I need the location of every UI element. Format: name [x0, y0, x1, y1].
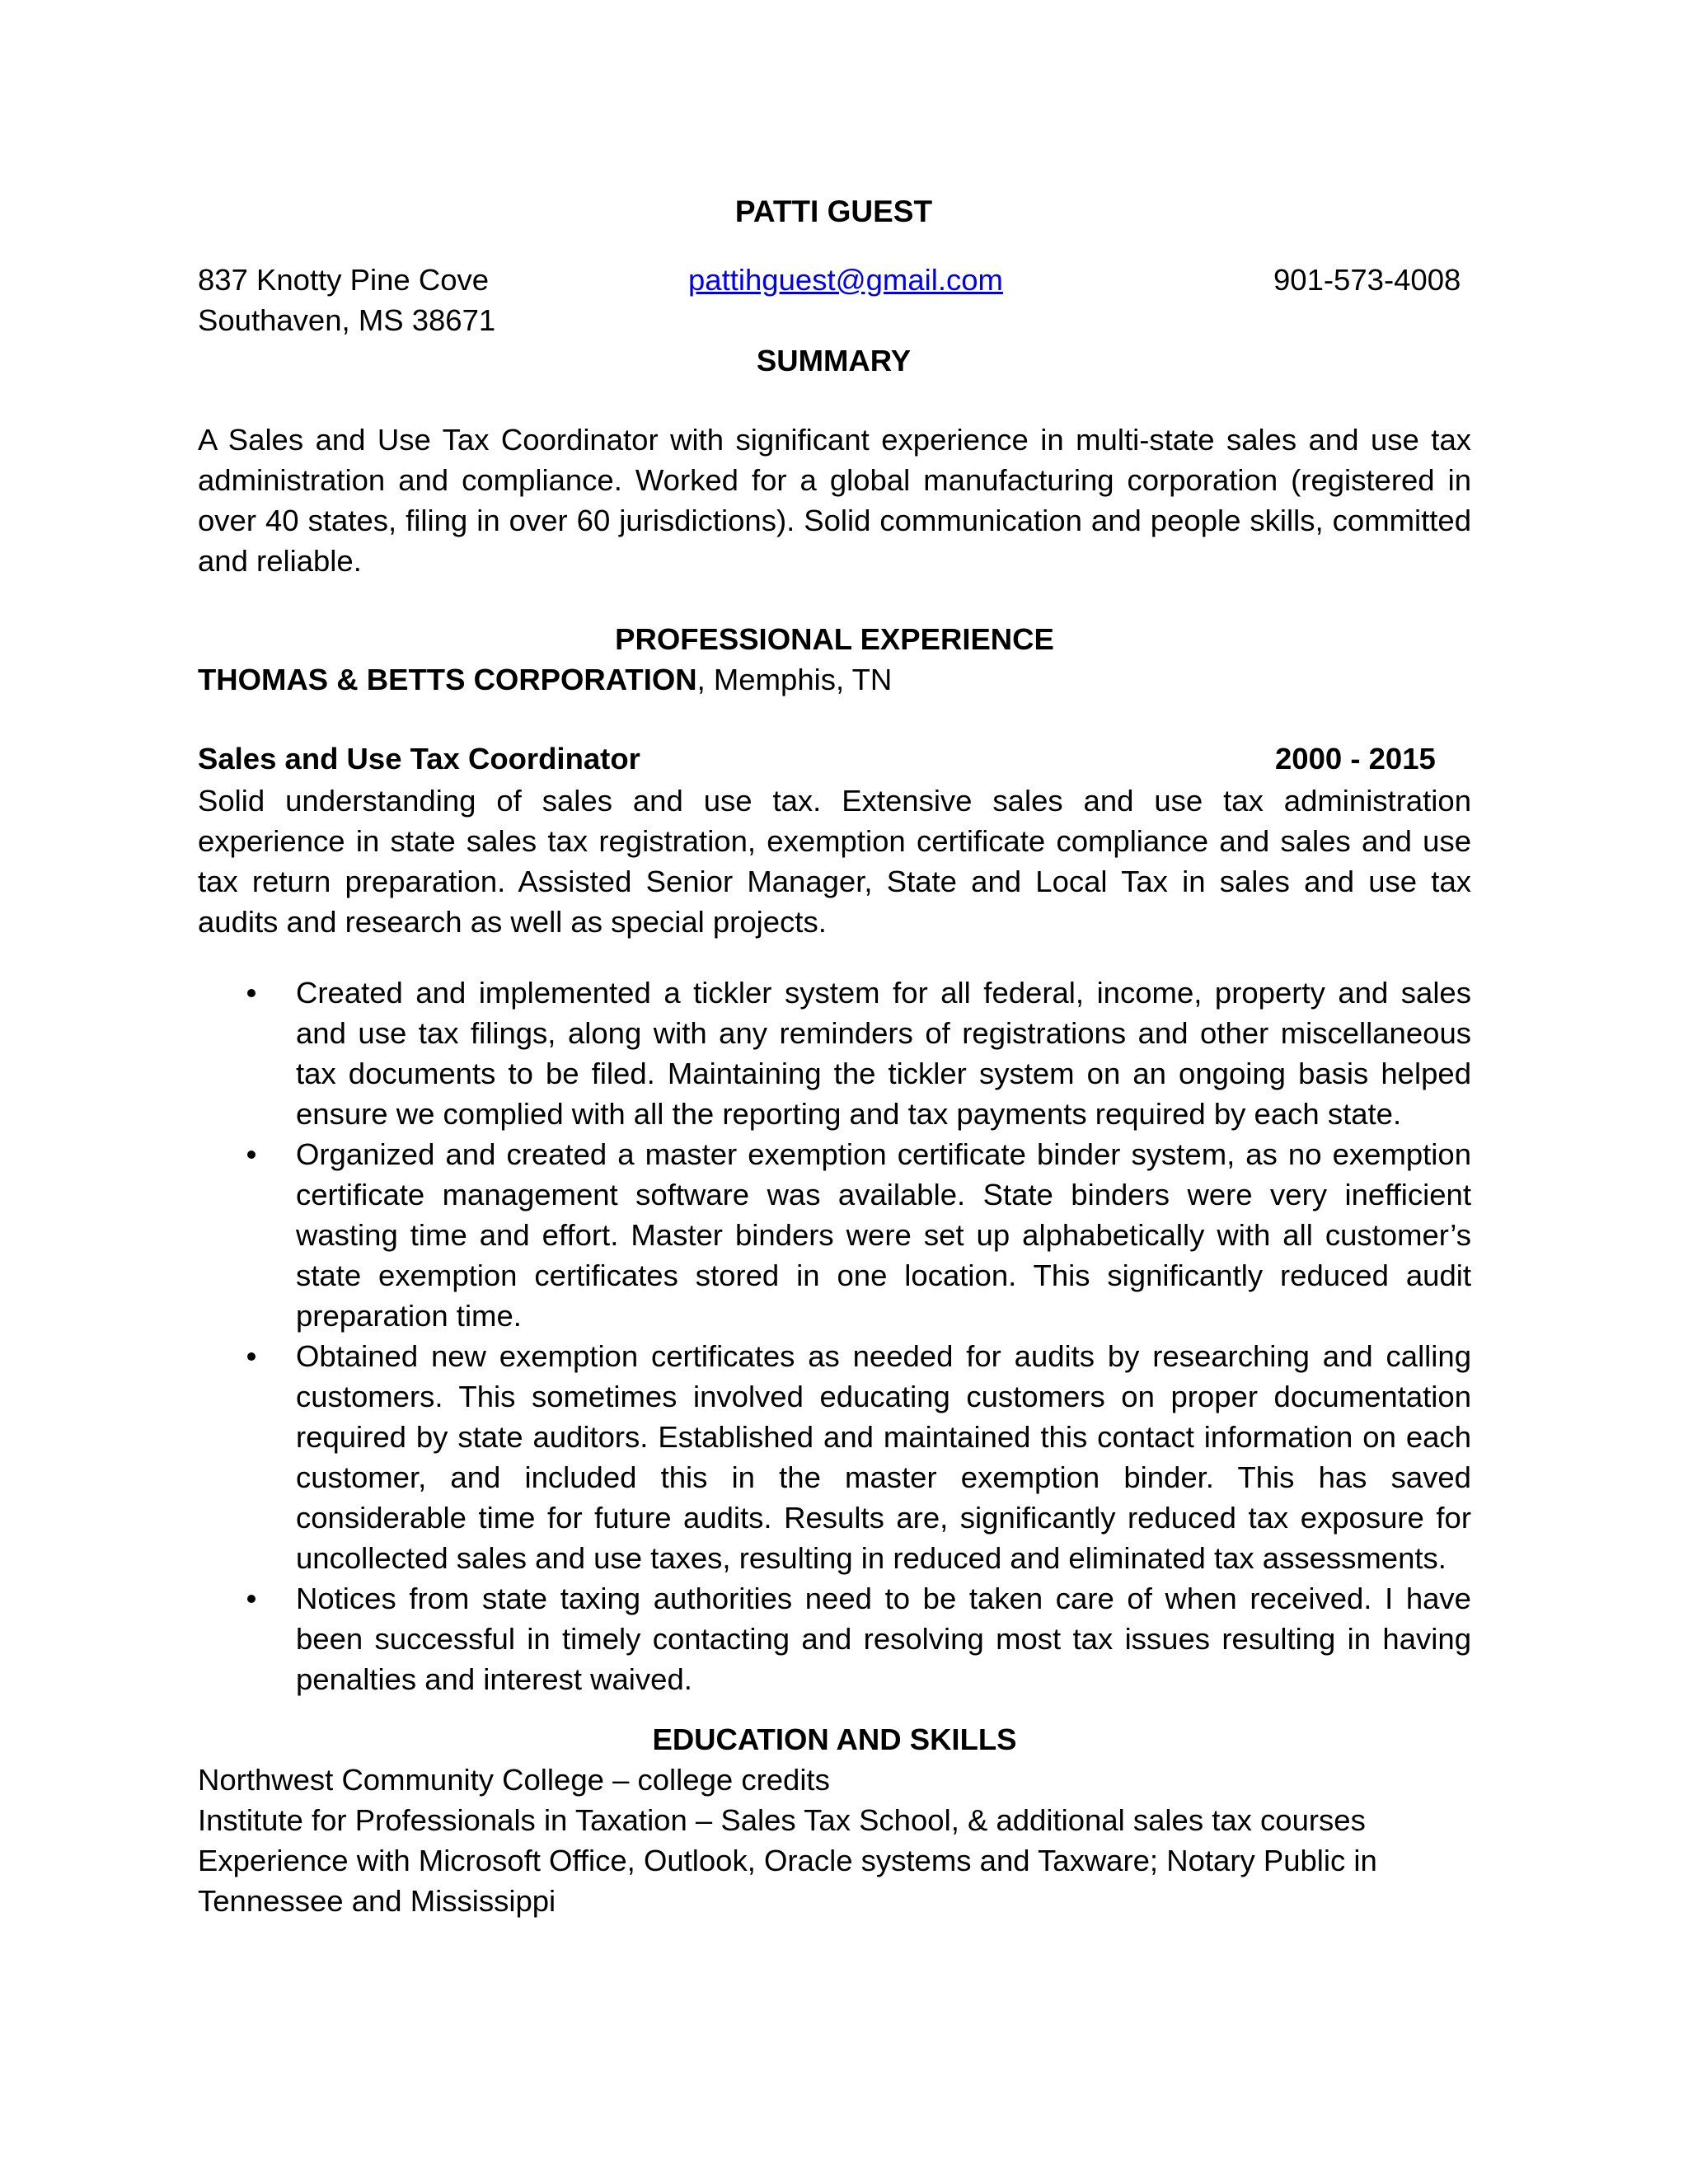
- bullet-text: Created and implemented a tickler system for all federal, income, property and sales and use tax filings, along with any reminders of registrations and other miscellaneous tax documents to be filed. Maintaining the tickler system on an ongoing basis helped ensure we complied with all the reporting and tax payments required by each state.: [296, 976, 1471, 1131]
- skills-line: Experience with Microsoft Office, Outlook, Oracle systems and Taxware; Notary Public in: [198, 1844, 1377, 1877]
- bullet-text: Notices from state taxing authorities need to be taken care of when received. I have been successful in timely contacting and resolving most tax issues resulting in having penalties and interest waived.: [296, 1582, 1471, 1696]
- summary-heading: SUMMARY: [756, 344, 912, 377]
- education-line: Institute for Professionals in Taxation – Sales Tax School, & additional sales tax courses: [198, 1803, 1366, 1837]
- experience-heading: PROFESSIONAL EXPERIENCE: [615, 622, 1054, 656]
- job-dates: 2000 - 2015: [1275, 742, 1436, 776]
- bullet-text: Organized and created a master exemption certificate binder system, as no exemption certificate management software was available. State binders were very inefficient wasting time and effort. Master binders were set up alphabetically with all customer’s state exemption certificates stored in one location. This significantly reduced audit preparation time.: [296, 1137, 1471, 1333]
- bullet-icon: [247, 1151, 256, 1159]
- job-row: [198, 738, 1471, 779]
- email-link[interactable]: pattihguest@gmail.com: [688, 263, 1003, 297]
- phone-number: 901-573-4008: [1273, 263, 1461, 297]
- list-item: [198, 1336, 1471, 1578]
- bullet-icon: [247, 989, 256, 997]
- skills-line: Tennessee and Mississippi: [198, 1884, 556, 1918]
- bullet-text: Obtained new exemption certificates as needed for audits by researching and calling customers. This sometimes involved educating customers on proper documentation required by state auditors. Established and maintained this contact information on each customer, and included this in the master exemption binder. This has saved considerable time for future audits. Results are, significantly reduced tax exposure for uncollected sales and use taxes, resulting in reduced and eliminated tax assessments.: [296, 1339, 1471, 1575]
- candidate-name: PATTI GUEST: [734, 194, 933, 228]
- contact-row: [198, 260, 1471, 300]
- company-location: , Memphis, TN: [696, 663, 893, 696]
- address-line-2: Southaven, MS 38671: [198, 303, 496, 337]
- education-heading: EDUCATION AND SKILLS: [652, 1722, 1017, 1756]
- achievements-list: [198, 972, 1471, 1699]
- company-name: THOMAS & BETTS CORPORATION: [198, 663, 697, 696]
- bullet-icon: [247, 1352, 256, 1361]
- list-item: [198, 1578, 1471, 1699]
- list-item: [198, 1134, 1471, 1336]
- summary-text: A Sales and Use Tax Coordinator with significant experience in multi-state sales and use tax administration and compliance. Worked for a global manufacturing corporation (registered in over 40 states, filing in over 60 jurisdictions). Solid communication and people skills, committed and reliable.: [198, 423, 1471, 578]
- company-line: [198, 659, 1471, 700]
- resume-page: [198, 191, 1471, 1921]
- list-item: [198, 972, 1471, 1134]
- bullet-icon: [247, 1595, 256, 1603]
- job-description: Solid understanding of sales and use tax. Extensive sales and use tax administration experience in state sales tax registration, exemption certificate compliance and sales and use tax return preparation. Assisted Senior Manager, State and Local Tax in sales and use tax audits and research as well as special projects.: [198, 784, 1471, 939]
- education-line: Northwest Community College – college credits: [198, 1763, 830, 1797]
- address-line-1: 837 Knotty Pine Cove: [198, 263, 490, 297]
- job-title: Sales and Use Tax Coordinator: [198, 742, 640, 776]
